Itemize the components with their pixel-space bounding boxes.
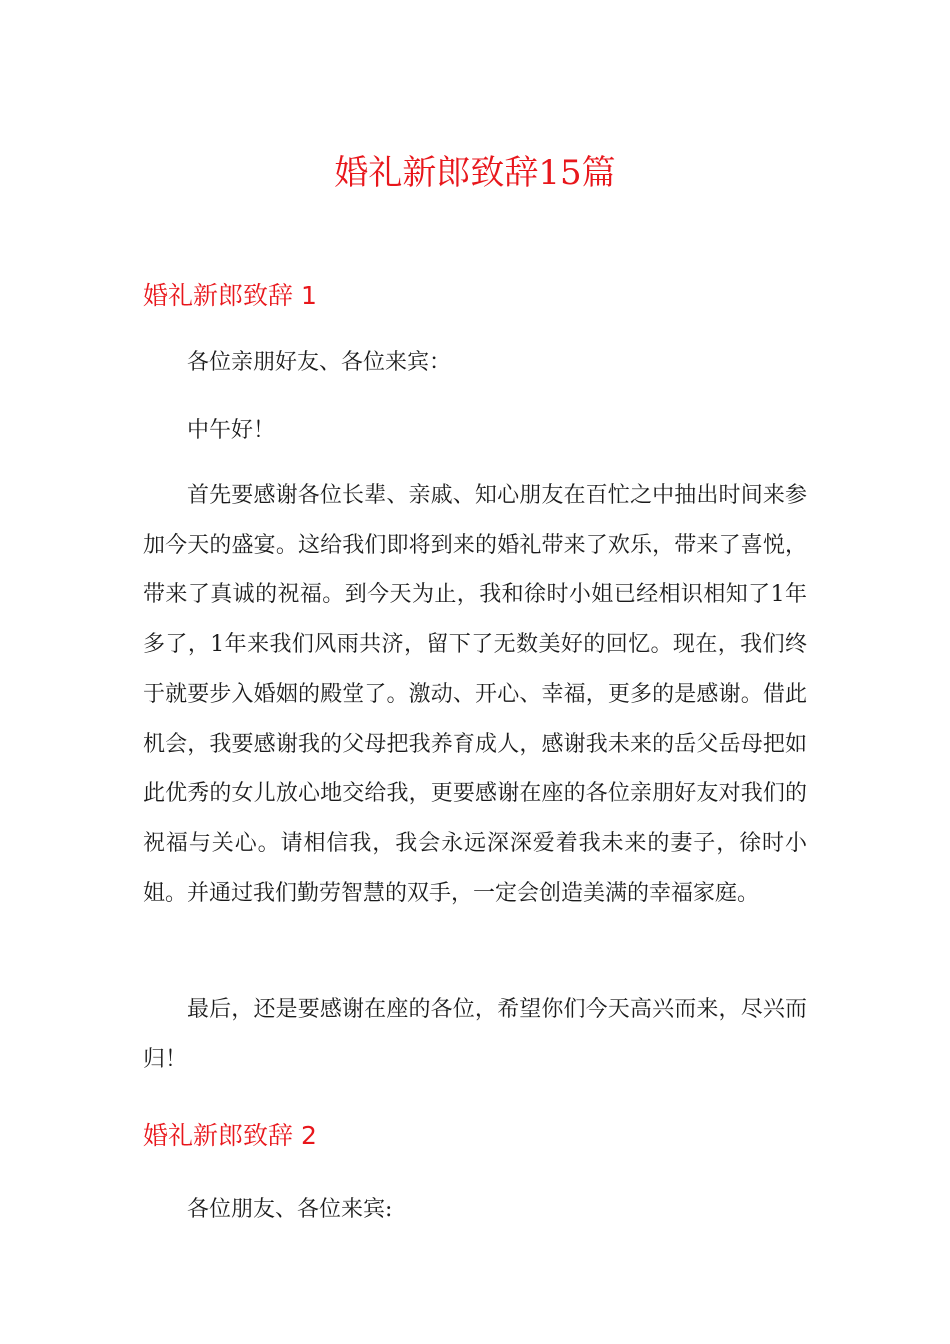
section-heading-1: 婚礼新郎致辞 1 <box>143 281 317 310</box>
paragraph-greeting: 各位亲朋好友、各位来宾： <box>187 350 452 375</box>
document-title: 婚礼新郎致辞15篇 <box>334 153 616 193</box>
section-heading-2: 婚礼新郎致辞 2 <box>143 1121 317 1150</box>
paragraph-good-noon: 中午好！ <box>187 418 276 443</box>
paragraph-closing: 最后，还是要感谢在座的各位，希望你们今天高兴而来，尽兴而归！ <box>143 997 807 1072</box>
paragraph-thanks-main: 首先要感谢各位长辈、亲戚、知心朋友在百忙之中抽出时间来参加今天的盛宴。这给我们即将到来的婚礼带来了欢乐，带来了喜悦，带来了真诚的祝福。到今天为止，我和徐时小姐已经相识相知了1年多了，1年来我们风雨共济，留下了无数美好的回忆。现在，我们终于就要步入婚姻的殿堂了。激动、开心、幸福，更多的是感谢。借此机会，我要感谢我的父母把我养育成人，感谢我未来的岳父岳母把如此优秀的女儿放心地交给我，更要感谢在座的各位亲朋好友对我们的祝福与关心。请相信我，我会永远深深爱着我未来的妻子，徐时小姐。并通过我们勤劳智慧的双手，一定会创造美满的幸福家庭。 <box>143 483 807 906</box>
paragraph-greeting-2: 各位朋友、各位来宾: <box>187 1197 393 1222</box>
